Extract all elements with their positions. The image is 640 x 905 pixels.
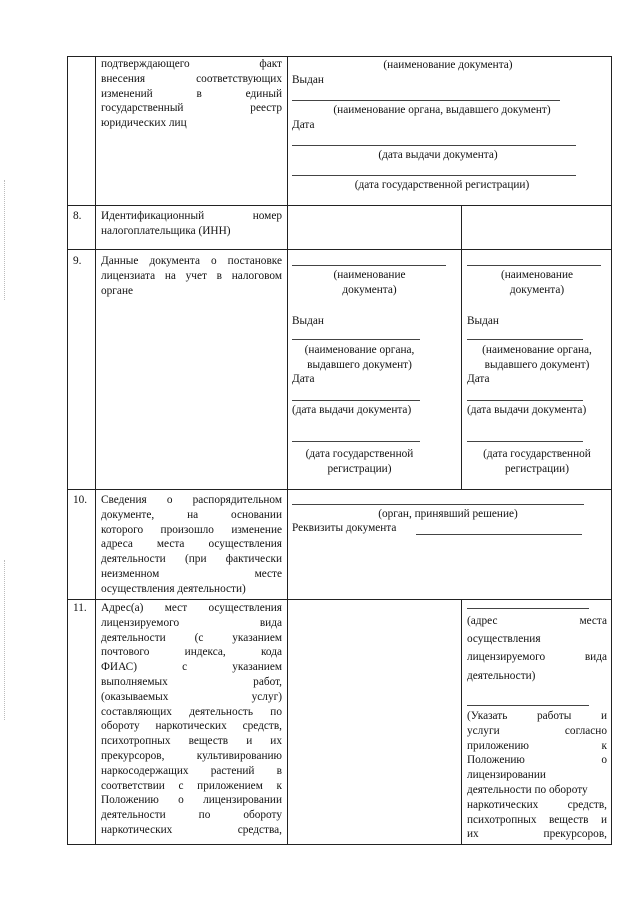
issue-date-field-line[interactable] — [292, 145, 576, 146]
address-caption — [467, 612, 607, 685]
issue-date-caption: (дата выдачи документа) — [467, 404, 587, 416]
description-line: лицензируемого вида — [101, 616, 282, 629]
description-line: прекурсоров, культивированию — [101, 749, 282, 762]
issued-label: Выдан — [292, 315, 324, 327]
reg-caption: регистрации) — [505, 463, 569, 475]
doc-caption: документа) — [342, 284, 397, 296]
row-number: 9. — [73, 255, 82, 267]
table-border-left — [67, 56, 68, 845]
table-col-divider-half — [461, 599, 462, 845]
issuer-caption: выдавшего документ) — [484, 359, 590, 371]
description-line: наркосодержащих растений в — [101, 764, 282, 777]
caption-line: наркотических средств, — [467, 798, 607, 811]
description-line: органе — [101, 284, 134, 297]
row8-description — [101, 209, 282, 239]
issuer-caption: (наименование органа, выдавшего документ) — [333, 104, 551, 116]
description-line: Идентификационный номер — [101, 210, 282, 222]
caption-line: психотропных веществ и — [467, 813, 607, 826]
reg-date-caption: (дата государственной регистрации) — [354, 179, 530, 191]
requisites-field-line[interactable] — [416, 534, 582, 535]
issue-date-field-line[interactable] — [292, 400, 420, 401]
caption-line: лицензируемого вида — [467, 651, 607, 664]
issued-label: Выдан — [292, 74, 324, 86]
description-line: (оказываемых услуг) — [101, 690, 282, 703]
authority-caption: (орган, принявший решение) — [378, 508, 518, 520]
reg-date-field-line[interactable] — [292, 175, 576, 176]
caption-line: услуги согласно — [467, 724, 607, 737]
issuer-caption: (наименование органа, — [304, 344, 415, 356]
doc-caption: (наименование — [500, 269, 574, 281]
reg-caption: (дата государственной — [305, 448, 414, 460]
issue-date-field-line[interactable] — [467, 400, 583, 401]
description-line: юридических лиц — [101, 117, 187, 130]
description-line: Положению о лицензировании — [101, 794, 282, 807]
description-line: ФИАС) с указанием — [101, 661, 282, 674]
issue-date-caption: (дата выдачи документа) — [378, 149, 498, 161]
doc-name-caption: (наименование документа) — [383, 59, 513, 71]
issuer-field-line[interactable] — [292, 100, 560, 101]
caption-line: деятельности по обороту — [467, 783, 588, 796]
description-line: лицензиата на учет в налоговом — [101, 269, 282, 282]
reg-caption: (дата государственной — [483, 448, 591, 460]
table-col-divider-number — [95, 56, 96, 845]
row9-description — [101, 254, 282, 298]
caption-line: осуществления — [467, 633, 541, 646]
reg-caption: регистрации) — [327, 463, 392, 475]
description-line: изменений в единый — [101, 87, 282, 100]
table-row-divider — [67, 249, 612, 250]
table-row-divider — [67, 489, 612, 490]
scan-edge-mark — [4, 180, 6, 300]
description-line: соответствии с приложением к — [101, 779, 282, 792]
issuer-caption: (наименование органа, — [482, 344, 592, 356]
caption-line: (Указать работы и — [467, 710, 607, 722]
description-line: обороту наркотических средств, — [101, 720, 282, 733]
doc-name-field-line[interactable] — [292, 265, 446, 266]
date-label: Дата — [292, 373, 315, 385]
description-line: деятельности (при фактически — [101, 553, 282, 566]
authority-field-line[interactable] — [292, 504, 584, 505]
table-border-bottom — [67, 844, 612, 845]
description-line: психотропных веществ и их — [101, 735, 282, 748]
works-field-line[interactable] — [467, 705, 589, 706]
description-line: осуществления деятельности) — [101, 582, 246, 595]
reg-date-field-line[interactable] — [292, 441, 420, 442]
issued-label: Выдан — [467, 315, 499, 327]
address-field-line[interactable] — [467, 608, 589, 609]
description-line: налогоплательщика (ИНН) — [101, 224, 231, 237]
caption-line: их прекурсоров, — [467, 828, 607, 841]
table-row-divider — [67, 599, 612, 600]
caption-line: лицензировании — [467, 769, 546, 782]
description-line: Сведения о распорядительном — [101, 494, 282, 506]
works-caption — [467, 709, 607, 842]
caption-line: Положению о — [467, 754, 607, 767]
row10-description — [101, 493, 282, 597]
table-col-divider-desc — [287, 56, 288, 845]
description-line: неизменном месте — [101, 567, 282, 580]
issuer-field-line[interactable] — [292, 339, 420, 340]
description-line: деятельности по обороту — [101, 809, 282, 822]
description-line: адреса места осуществления — [101, 538, 282, 551]
description-line: почтового индекса, кода — [101, 646, 282, 659]
issuer-caption: выдавшего документ) — [307, 359, 412, 371]
description-line: внесения соответствующих — [101, 72, 282, 85]
date-label: Дата — [292, 119, 315, 131]
row-number: 10. — [73, 494, 88, 506]
description-line: которого произошло изменение — [101, 523, 282, 536]
row-prev-description — [101, 57, 282, 131]
row-number: 8. — [73, 210, 82, 222]
table-border-right — [611, 56, 612, 845]
row11-description — [101, 601, 282, 838]
description-line: наркотических средства, — [101, 823, 282, 836]
reg-date-field-line[interactable] — [467, 441, 583, 442]
date-label: Дата — [467, 373, 490, 385]
description-line: подтверждающего факт — [101, 58, 282, 70]
requisites-label: Реквизиты документа — [292, 522, 397, 534]
description-line: Данные документа о постановке — [101, 255, 282, 267]
table-row-divider — [67, 205, 612, 206]
doc-caption: документа) — [509, 284, 565, 296]
caption-line: приложению к — [467, 739, 607, 752]
description-line: документе, на основании — [101, 508, 282, 521]
description-line: Адрес(а) мест осуществления — [101, 602, 282, 614]
doc-caption: (наименование — [333, 269, 406, 281]
doc-name-field-line[interactable] — [467, 265, 601, 266]
caption-line: (адрес места — [467, 615, 607, 627]
row-number: 11. — [73, 602, 87, 614]
description-line: составляющих деятельность по — [101, 705, 282, 718]
description-line: деятельности (с указанием — [101, 631, 282, 644]
table-col-divider-half — [461, 205, 462, 489]
issuer-field-line[interactable] — [467, 339, 583, 340]
description-line: государственный реестр — [101, 102, 282, 115]
description-line: выполняемых работ, — [101, 675, 282, 688]
scan-edge-mark — [4, 560, 6, 720]
issue-date-caption: (дата выдачи документа) — [292, 404, 412, 416]
caption-line: деятельности) — [467, 669, 536, 682]
